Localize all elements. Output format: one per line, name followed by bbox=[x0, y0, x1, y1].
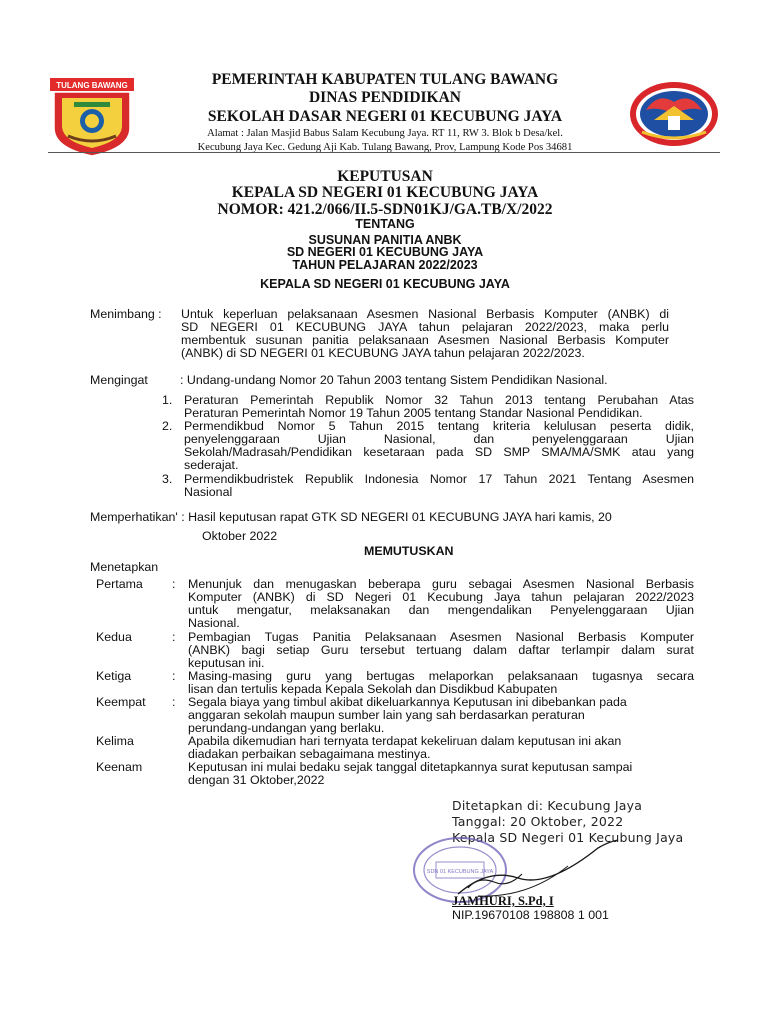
decision-text-line: Apabila dikemudian hari ternyata terdapat kekeliruan dalam keputusan ini akan bbox=[188, 734, 622, 748]
letterhead bbox=[150, 70, 620, 154]
title-nomor: NOMOR: 421.2/066/II.5-SDN01KJ/GA.TB/X/2022 bbox=[217, 201, 553, 218]
signature-place: Ditetapkan di: Kecubung Jaya bbox=[452, 798, 643, 813]
letterhead-address-line2: Kecubung Jaya Kec. Gedung Aji Kab. Tulang Bawang, Prov, Lampung Kode Pos 34681 bbox=[197, 142, 573, 153]
decision-text-line: Segala biaya yang timbul akibat dikeluarkannya Keputusan ini dibebankan pada bbox=[188, 695, 627, 709]
mengingat-item-line: Nasional bbox=[184, 485, 233, 499]
decision-text-line: dengan 31 Oktober,2022 bbox=[188, 773, 325, 787]
decision-text-line: lisan dan tertulis kepada Kepala Sekolah dan Disdikbud Kabupaten bbox=[188, 682, 558, 696]
decision-text-line: keputusan ini. bbox=[188, 656, 265, 670]
decision-colon: : bbox=[172, 669, 176, 683]
decision-colon: : bbox=[172, 695, 176, 709]
memutuskan-heading: MEMUTUSKAN bbox=[364, 544, 454, 558]
mengingat-item-number: 2. bbox=[162, 419, 173, 433]
decision-label: Pertama bbox=[96, 577, 143, 591]
letterhead-government: PEMERINTAH KABUPATEN TULANG BAWANG bbox=[211, 71, 559, 88]
menimbang-line-4: (ANBK) di SD NEGERI 01 KECUBUNG JAYA tahun pelajaran 2022/2023. bbox=[181, 346, 585, 360]
menetapkan-label: Menetapkan bbox=[90, 560, 159, 574]
decision-text-line: Nasional. bbox=[188, 616, 240, 630]
signature-position: Kepala SD Negeri 01 Kecubung Jaya bbox=[452, 830, 684, 845]
memperhatikan-line-2: Oktober 2022 bbox=[202, 529, 278, 543]
decision-text-line: untuk mengatur, melaksanakan dan mengendalikan Penyelenggaraan Ujian bbox=[188, 603, 694, 617]
menimbang-label: Menimbang : bbox=[90, 307, 162, 321]
title-subject-1: SUSUNAN PANITIA ANBK bbox=[308, 233, 462, 247]
svg-text:TULANG BAWANG: TULANG BAWANG bbox=[56, 81, 128, 90]
decision-text-line: diadakan perbaikan sebagaimana mestinya. bbox=[188, 747, 431, 761]
title-subject-3: TAHUN PELAJARAN 2022/2023 bbox=[292, 258, 478, 272]
decision-label: Ketiga bbox=[96, 669, 132, 683]
decision-text-line: Keputusan ini mulai bedaku sejak tanggal ditetapkannya surat keputusan sampai bbox=[188, 760, 633, 774]
signature-date: Tanggal: 20 Oktober, 2022 bbox=[452, 814, 624, 829]
mengingat-item-line: Permendikbudristek Republik Indonesia Nomor 17 Tahun 2021 Tentang Asesmen bbox=[184, 472, 694, 486]
signatory-name: JAMHURI, S.Pd, I bbox=[452, 894, 554, 908]
school-emblem bbox=[628, 80, 720, 148]
title-kepala: KEPALA SD NEGERI 01 KECUBUNG JAYA bbox=[231, 184, 539, 201]
letterhead-department: DINAS PENDIDIKAN bbox=[308, 89, 461, 106]
svg-text:SDN 01 KECUBUNG JAYA: SDN 01 KECUBUNG JAYA bbox=[426, 869, 494, 875]
decision-text-line: Masing-masing guru yang bertugas melaporkan pelaksanaan tugasnya secara bbox=[188, 669, 694, 683]
decision-label: Kedua bbox=[96, 630, 132, 644]
decision-colon: : bbox=[172, 630, 176, 644]
title-tentang: TENTANG bbox=[355, 217, 415, 231]
letterhead-divider bbox=[48, 152, 720, 153]
decision-text-line: (ANBK) bagi setiap Guru tersebut tertuang dalam daftar terlampir dalam surat bbox=[188, 643, 694, 657]
signatory-nip: NIP.19670108 198808 1 001 bbox=[452, 908, 609, 922]
mengingat-label: Mengingat bbox=[90, 373, 148, 387]
menimbang-line-3: membentuk susunan panitia pelaksanaan Asesmen Nasional Berbasis Komputer bbox=[181, 333, 669, 347]
decision-label: Keempat bbox=[96, 695, 146, 709]
decision-text-line: anggaran sekolah maupun sumber lain yang sah berdasarkan peraturan bbox=[188, 708, 585, 722]
mengingat-item-number: 1. bbox=[162, 393, 173, 407]
letterhead-address-line1: Alamat : Jalan Masjid Babus Salam Kecubung Jaya. RT 11, RW 3. Blok b Desa/kel. bbox=[207, 128, 563, 139]
memperhatikan-line-1: Memperhatikan' : Hasil keputusan rapat GTK SD NEGERI 01 KECUBUNG JAYA hari kamis, 20 bbox=[90, 510, 612, 524]
menimbang-line-2: SD NEGERI 01 KECUBUNG JAYA tahun pelajaran 2022/2023, maka perlu bbox=[181, 320, 669, 334]
mengingat-intro: : Undang-undang Nomor 20 Tahun 2003 tentang Sistem Pendidikan Nasional. bbox=[180, 373, 608, 387]
decision-text-line: Komputer (ANBK) di SD Negeri 01 Kecubung Jaya tahun pelajaran 2022/2023 bbox=[188, 590, 694, 604]
mengingat-item-line: sederajat. bbox=[184, 458, 239, 472]
decision-text-line: perundang-undangan yang berlaku. bbox=[188, 721, 385, 735]
decision-colon: : bbox=[172, 577, 176, 591]
mengingat-item-number: 3. bbox=[162, 472, 173, 486]
mengingat-item-line: Sekolah/Madrasah/Pendidikan kesetaraan pada SD SMP SMA/MA/SMK atau yang bbox=[184, 445, 694, 459]
decision-text-line: Menunjuk dan menugaskan beberapa guru sebagai Asesmen Nasional Berbasis bbox=[188, 577, 694, 591]
mengingat-item-line: penyelenggaraan Ujian Nasional, dan penyelenggaraan Ujian bbox=[184, 432, 694, 446]
mengingat-item-line: Peraturan Pemerintah Republik Nomor 32 Tahun 2013 tentang Perubahan Atas bbox=[184, 393, 694, 407]
mengingat-item-line: Peraturan Pemerintah Nomor 19 Tahun 2005 tentang Standar Nasional Pendidikan. bbox=[184, 406, 643, 420]
decision-label: Keenam bbox=[96, 760, 143, 774]
menimbang-line-1: Untuk keperluan pelaksanaan Asesmen Nasional Berbasis Komputer (ANBK) di bbox=[181, 307, 669, 321]
title-keputusan: KEPUTUSAN bbox=[337, 168, 433, 185]
mengingat-item-line: Permendikbud Nomor 5 Tahun 2015 tentang kriteria kelulusan peserta didik, bbox=[184, 419, 694, 433]
title-kepala-2: KEPALA SD NEGERI 01 KECUBUNG JAYA bbox=[260, 277, 510, 291]
letterhead-school: SEKOLAH DASAR NEGERI 01 KECUBUNG JAYA bbox=[207, 108, 563, 125]
decision-label: Kelima bbox=[96, 734, 134, 748]
tulang-bawang-logo bbox=[48, 76, 136, 158]
title-subject-2: SD NEGERI 01 KECUBUNG JAYA bbox=[286, 245, 484, 259]
decision-text-line: Pembagian Tugas Panitia Pelaksanaan Asesmen Nasional Berbasis Komputer bbox=[188, 630, 694, 644]
